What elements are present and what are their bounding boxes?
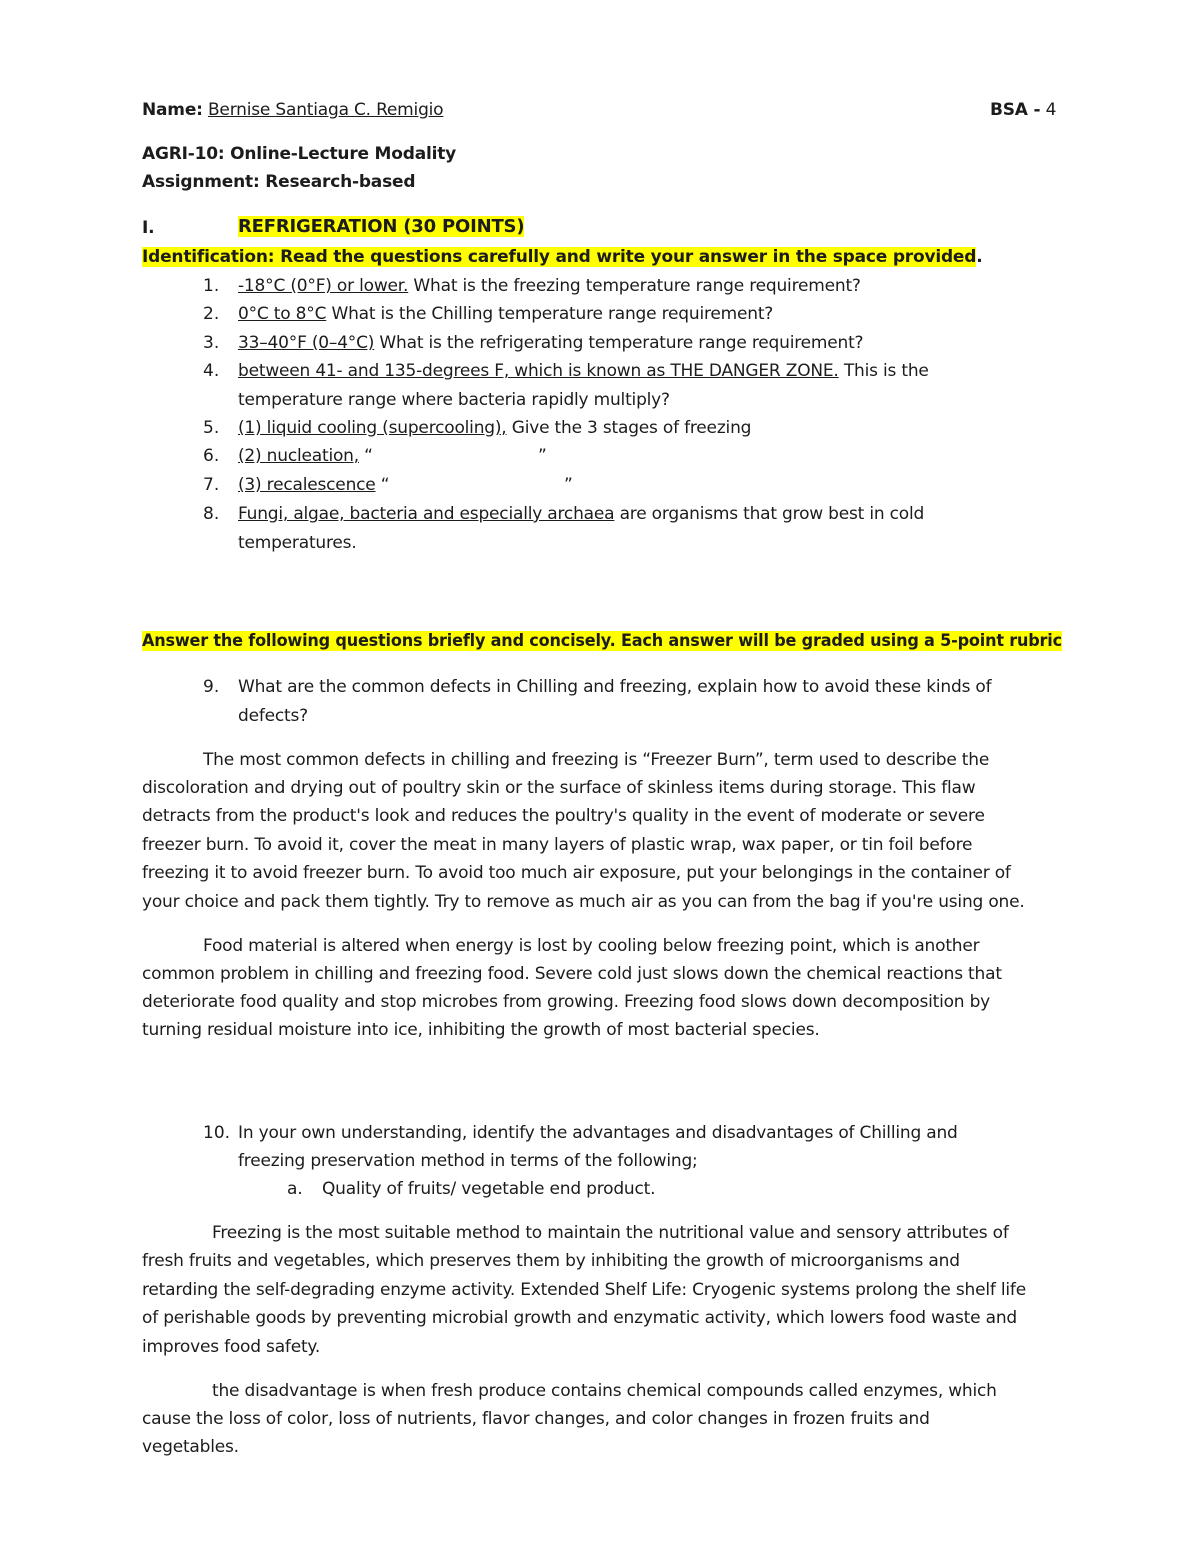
item-number: 3. bbox=[203, 333, 220, 353]
instruction-text: Identification: Read the questions carefully and write your answer in the space provided bbox=[142, 247, 977, 267]
list-item bbox=[238, 417, 751, 439]
question-number: 10. bbox=[203, 1123, 231, 1143]
instruction-end: . bbox=[976, 247, 983, 267]
answer-line: Food material is altered when energy is lost by cooling below freezing point, which is another bbox=[203, 936, 980, 956]
item-number: 8. bbox=[203, 504, 220, 524]
item-question: are organisms that grow best in cold bbox=[614, 504, 925, 524]
ditto-close: ” bbox=[564, 475, 573, 495]
section-value: 4 bbox=[1045, 100, 1057, 120]
section-title bbox=[238, 216, 524, 238]
identification-instruction bbox=[142, 246, 983, 268]
item-answer: 0°C to 8°C bbox=[238, 304, 327, 324]
item-number: 7. bbox=[203, 475, 220, 495]
question-text: What are the common defects in Chilling and freezing, explain how to avoid these kinds of bbox=[238, 677, 992, 697]
answer-line: retarding the self-degrading enzyme activity. Extended Shelf Life: Cryogenic systems prolong the shelf life bbox=[142, 1280, 1026, 1300]
answer-line: the disadvantage is when fresh produce contains chemical compounds called enzymes, which bbox=[212, 1381, 997, 1401]
answer-line: common problem in chilling and freezing food. Severe cold just slows down the chemical reactions that bbox=[142, 964, 1002, 984]
sub-item-text: Quality of fruits/ vegetable end product. bbox=[322, 1179, 656, 1199]
item-answer: (3) recalescence bbox=[238, 475, 376, 495]
student-name: Bernise Santiaga C. Remigio bbox=[207, 100, 444, 120]
list-item bbox=[238, 503, 924, 525]
answer-line: freezing it to avoid freezer burn. To avoid too much air exposure, put your belongings in the container of bbox=[142, 863, 1011, 883]
item-question: Give the 3 stages of freezing bbox=[506, 418, 752, 438]
question-text: In your own understanding, identify the advantages and disadvantages of Chilling and bbox=[238, 1123, 958, 1143]
ditto-open: “ bbox=[375, 475, 390, 495]
answer-line: detracts from the product's look and reduces the poultry's quality in the event of moderate or severe bbox=[142, 806, 985, 826]
question-text-continuation: defects? bbox=[238, 706, 308, 726]
question-text-continuation: freezing preservation method in terms of the following; bbox=[238, 1151, 698, 1171]
essay-instruction bbox=[142, 630, 1062, 652]
answer-line: The most common defects in chilling and freezing is “Freezer Burn”, term used to describe the bbox=[203, 750, 990, 770]
item-answer: Fungi, algae, bacteria and especially archaea bbox=[238, 504, 615, 524]
section-numeral: I. bbox=[142, 218, 155, 238]
list-item-continuation: temperatures. bbox=[238, 533, 357, 553]
answer-line: improves food safety. bbox=[142, 1337, 321, 1357]
item-number: 6. bbox=[203, 446, 220, 466]
answer-line: of perishable goods by preventing microbial growth and enzymatic activity, which lowers food waste and bbox=[142, 1308, 1017, 1328]
answer-line: cause the loss of color, loss of nutrients, flavor changes, and color changes in frozen fruits and bbox=[142, 1409, 930, 1429]
answer-line: deteriorate food quality and stop microbes from growing. Freezing food slows down decomposition by bbox=[142, 992, 991, 1012]
essay-instruction-text: Answer the following questions briefly and concisely. Each answer will be graded using a 5-point rubric bbox=[142, 631, 1062, 651]
assignment-title: Assignment: Research-based bbox=[142, 172, 416, 192]
ditto-close: ” bbox=[538, 446, 547, 466]
item-number: 4. bbox=[203, 361, 220, 381]
list-item bbox=[238, 332, 863, 354]
section-label: BSA - bbox=[990, 100, 1041, 120]
answer-line: fresh fruits and vegetables, which preserves them by inhibiting the growth of microorganisms and bbox=[142, 1251, 960, 1271]
answer-line: discoloration and drying out of poultry skin or the surface of skinless items during storage. This flaw bbox=[142, 778, 976, 798]
item-number: 5. bbox=[203, 418, 220, 438]
answer-line: vegetables. bbox=[142, 1437, 239, 1457]
item-answer: between 41- and 135-degrees F, which is known as THE DANGER ZONE. bbox=[238, 361, 839, 381]
sub-item-letter: a. bbox=[287, 1179, 303, 1199]
answer-line: Freezing is the most suitable method to maintain the nutritional value and sensory attributes of bbox=[212, 1223, 1009, 1243]
list-item bbox=[238, 303, 773, 325]
item-question: What is the Chilling temperature range requirement? bbox=[326, 304, 774, 324]
item-question: What is the refrigerating temperature range requirement? bbox=[374, 333, 864, 353]
item-question: This is the bbox=[838, 361, 929, 381]
ditto-open: “ bbox=[358, 446, 373, 466]
list-item-continuation: temperature range where bacteria rapidly multiply? bbox=[238, 390, 670, 410]
item-answer: -18°C (0°F) or lower. bbox=[238, 276, 409, 296]
course-title: AGRI-10: Online-Lecture Modality bbox=[142, 144, 457, 164]
answer-line: freezer burn. To avoid it, cover the meat in many layers of plastic wrap, wax paper, or tin foil before bbox=[142, 835, 973, 855]
list-item bbox=[238, 275, 861, 297]
section-line bbox=[990, 99, 1056, 121]
section-title-text: REFRIGERATION (30 POINTS) bbox=[238, 216, 525, 237]
item-answer: (1) liquid cooling (supercooling), bbox=[238, 418, 507, 438]
list-item bbox=[238, 445, 373, 467]
answer-line: turning residual moisture into ice, inhibiting the growth of most bacterial species. bbox=[142, 1020, 820, 1040]
list-item bbox=[238, 360, 929, 382]
item-answer: 33–40°F (0–4°C) bbox=[238, 333, 375, 353]
item-number: 2. bbox=[203, 304, 220, 324]
question-number: 9. bbox=[203, 677, 220, 697]
name-label: Name: bbox=[142, 100, 203, 120]
item-number: 1. bbox=[203, 276, 220, 296]
list-item bbox=[238, 474, 389, 496]
name-line bbox=[142, 99, 443, 121]
answer-line: your choice and pack them tightly. Try to remove as much air as you can from the bag if you're using one. bbox=[142, 892, 1025, 912]
item-question: What is the freezing temperature range requirement? bbox=[408, 276, 861, 296]
item-answer: (2) nucleation, bbox=[238, 446, 359, 466]
